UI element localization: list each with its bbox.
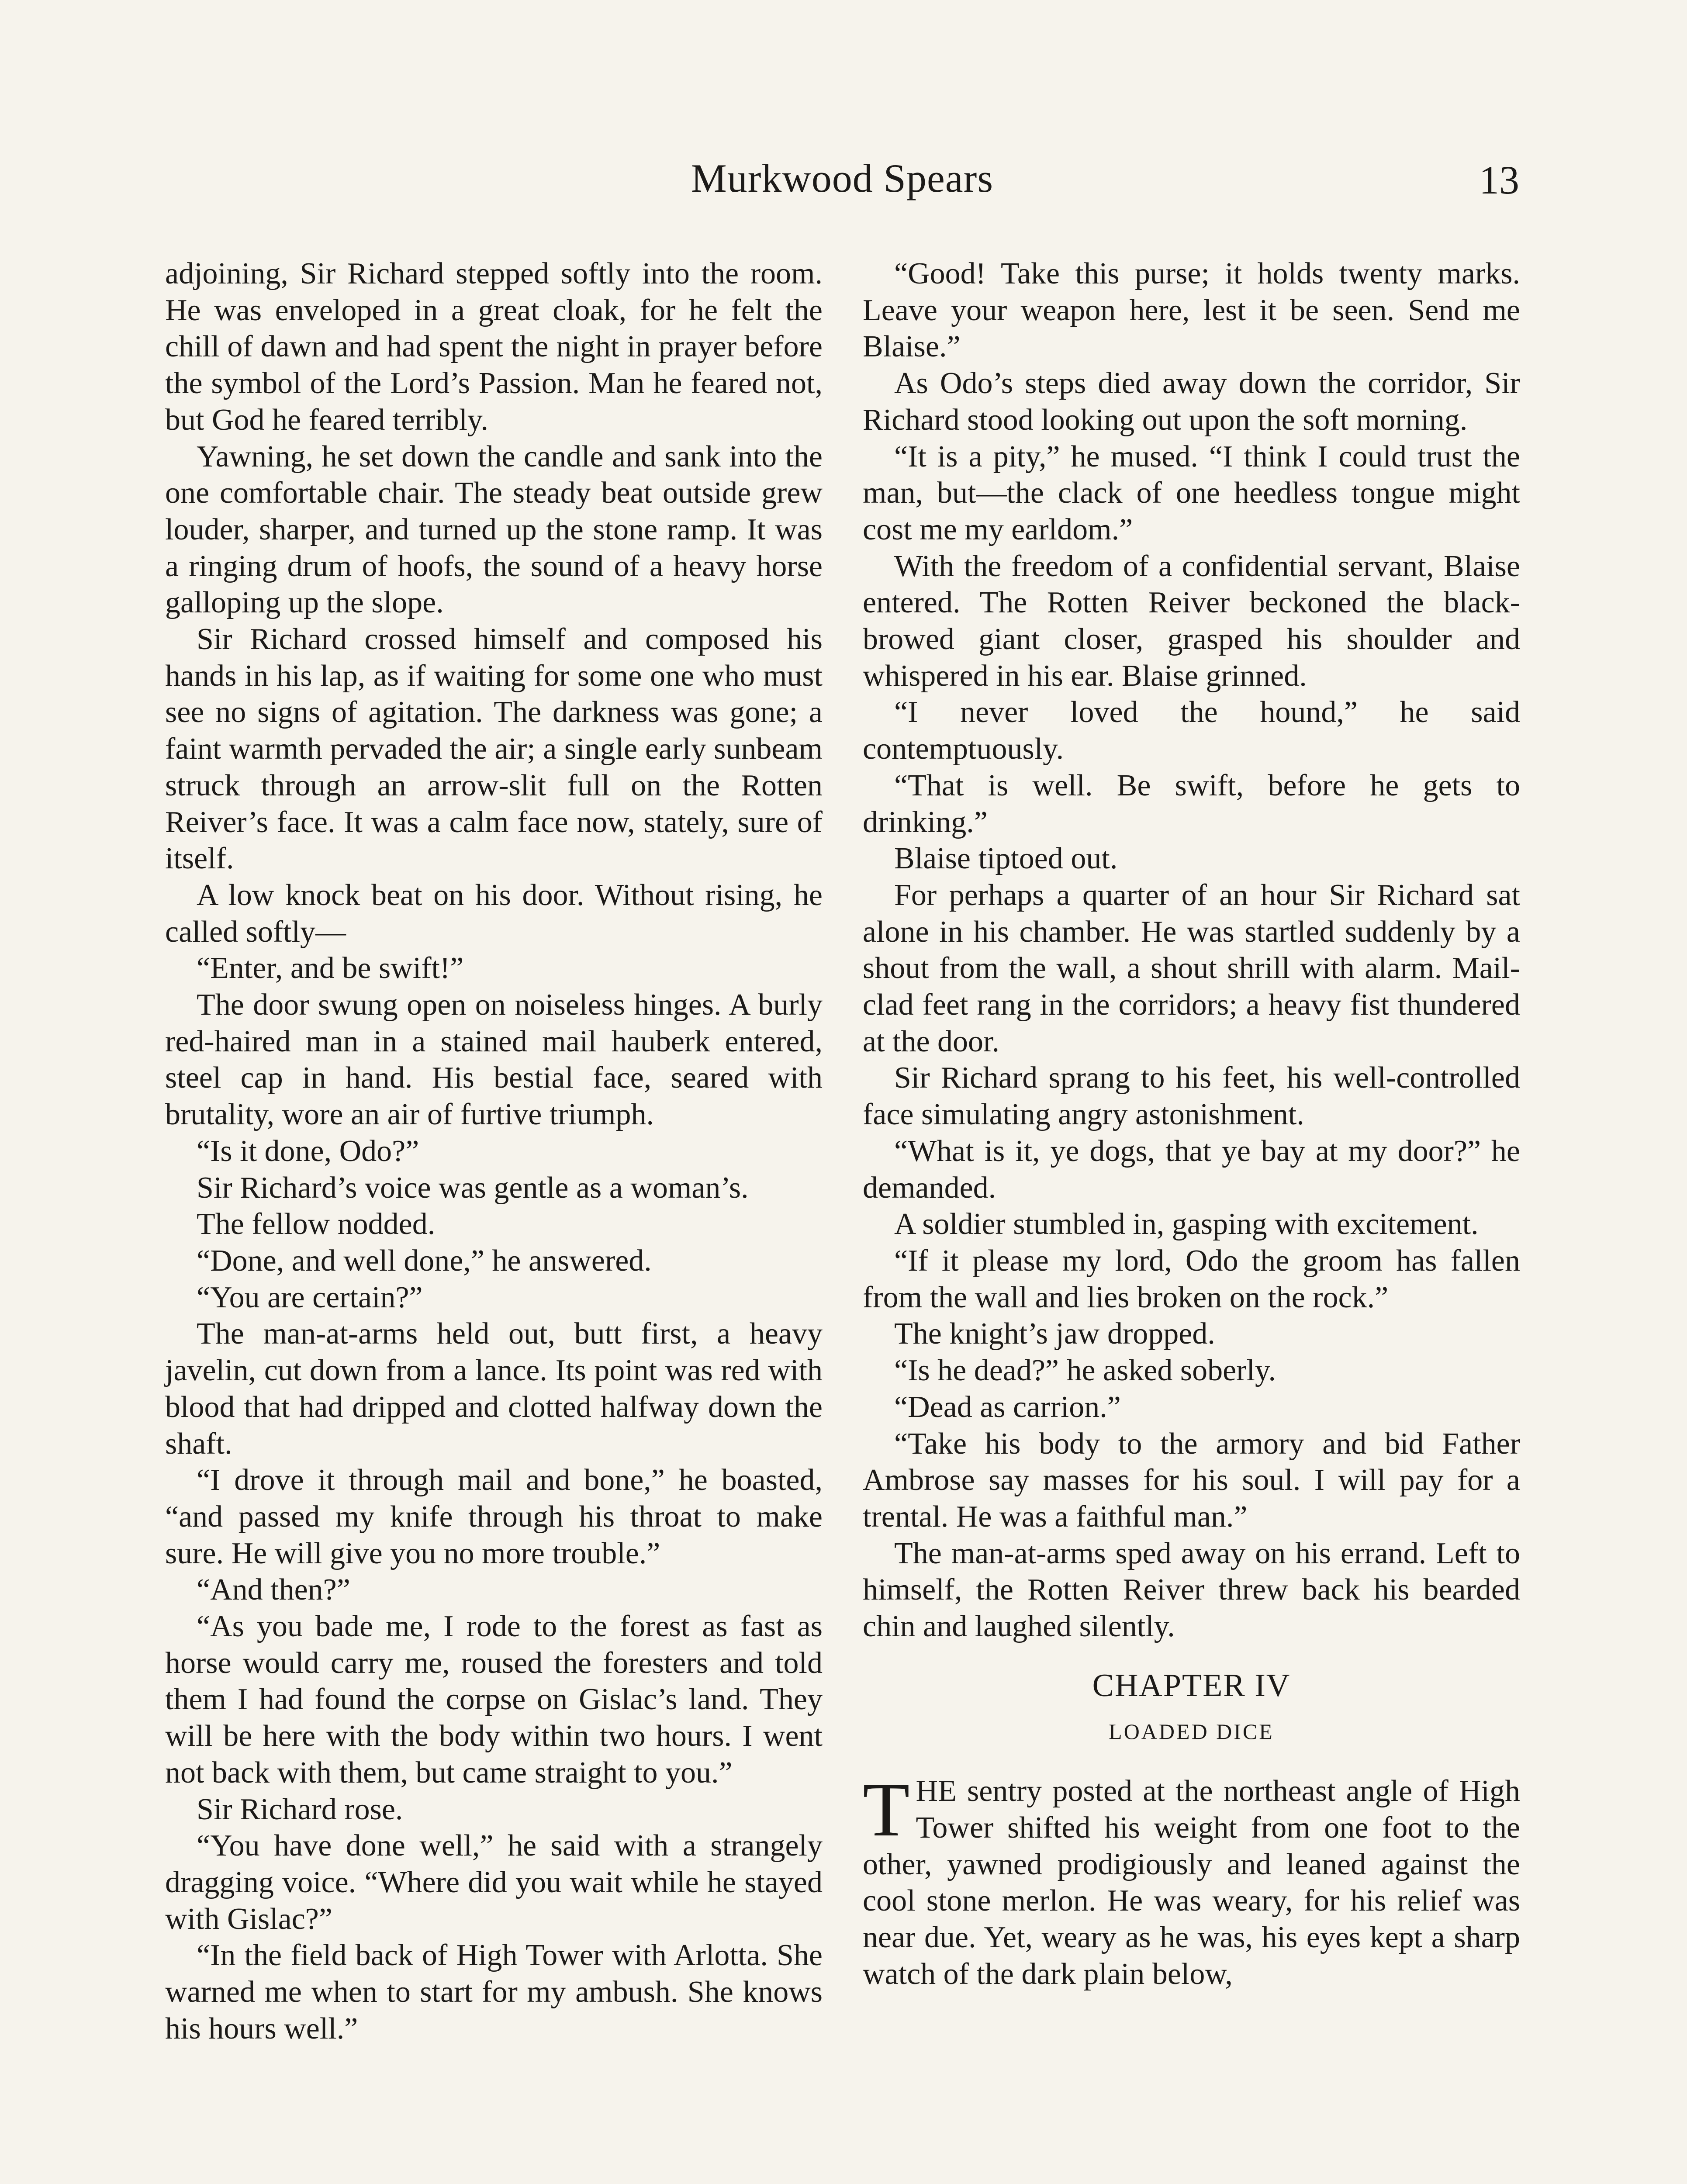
- right-column: [863, 256, 1520, 1992]
- chapter-subtitle: LOADED DICE: [1109, 1719, 1274, 1744]
- chapter-heading: CHAPTER IV: [1092, 1667, 1291, 1704]
- paragraph: With the freedom of a confidential servant, Blaise entered. The Rotten Reiver beckoned the black-browed giant closer, grasped his shoulder and whispered in his ear. Blaise grinned.: [863, 549, 1520, 693]
- paragraph: The fellow nodded.: [197, 1207, 436, 1241]
- paragraph: A low knock beat on his door. Without rising, he called softly—: [165, 878, 823, 949]
- paragraph: Sir Richard’s voice was gentle as a woman’s.: [197, 1171, 749, 1205]
- chapter-opening-paragraph: [863, 1767, 1520, 1992]
- paragraph: Sir Richard rose.: [197, 1792, 403, 1826]
- paragraph: “Done, and well done,” he answered.: [197, 1244, 652, 1278]
- paragraph: Yawning, he set down the candle and sank into the one comfortable chair. The steady beat outside grew louder, sharper, and turned up the stone ramp. It was a ringing drum of hoofs, the sound of a heavy horse galloping up the slope.: [165, 439, 823, 620]
- paragraph: “If it please my lord, Odo the groom has fallen from the wall and lies broken on the rock.”: [863, 1244, 1520, 1314]
- paragraph: Blaise tiptoed out.: [894, 842, 1118, 876]
- drop-cap: T: [863, 1767, 910, 1853]
- paragraph: adjoining, Sir Richard stepped softly into the room. He was enveloped in a great cloak, for he felt the chill of dawn and had spent the night in prayer before the symbol of the Lord’s Passion. Man he feared not, but God he feared terribly.: [165, 257, 823, 437]
- paragraph: The knight’s jaw dropped.: [894, 1317, 1215, 1351]
- paragraph: As Odo’s steps died away down the corridor, Sir Richard stood looking out upon the soft morning.: [863, 366, 1520, 437]
- paragraph: For perhaps a quarter of an hour Sir Richard sat alone in his chamber. He was startled suddenly by a shout from the wall, a shout shrill with alarm. Mail-clad feet rang in the corridors; a heavy fist thundered at the door.: [863, 878, 1520, 1058]
- paragraph: A soldier stumbled in, gasping with excitement.: [894, 1207, 1479, 1241]
- paragraph: “In the field back of High Tower with Arlotta. She warned me when to start for my ambush. She knows his hours well.”: [165, 1939, 823, 2046]
- paragraph: “Good! Take this purse; it holds twenty marks. Leave your weapon here, lest it be seen. Send me Blaise.”: [863, 257, 1520, 364]
- paragraph: “Enter, and be swift!”: [197, 951, 464, 985]
- right-column-paragraphs: [863, 256, 1520, 1645]
- paragraph: “You are certain?”: [197, 1280, 423, 1314]
- paragraph: The man-at-arms held out, butt first, a heavy javelin, cut down from a lance. Its point was red with blood that had dripped and clotted halfway down the shaft.: [165, 1317, 823, 1461]
- running-title: Murkwood Spears: [691, 156, 994, 200]
- paragraph: The door swung open on noiseless hinges. A burly red-haired man in a stained mail hauberk entered, steel cap in hand. His bestial face, seared with brutality, wore an air of furtive triumph.: [165, 988, 823, 1132]
- paragraph: “Is he dead?” he asked soberly.: [894, 1354, 1276, 1388]
- paragraph: “Dead as carrion.”: [894, 1390, 1121, 1424]
- paragraph: “You have done well,” he said with a strangely dragging voice. “Where did you wait while he stayed with Gislac?”: [165, 1829, 823, 1936]
- paragraph: “I never loved the hound,” he said contemptuously.: [863, 695, 1520, 766]
- page-number: 13: [1479, 158, 1519, 202]
- paragraph: “And then?”: [197, 1573, 350, 1607]
- paragraph: The man-at-arms sped away on his errand. Left to himself, the Rotten Reiver threw back his bearded chin and laughed silently.: [863, 1536, 1520, 1644]
- paragraph: “It is a pity,” he mused. “I think I could trust the man, but—the clack of one heedless tongue might cost me my earldom.”: [863, 439, 1520, 546]
- paragraph: “Take his body to the armory and bid Father Ambrose say masses for his soul. I will pay for a trental. He was a faithful man.”: [863, 1427, 1520, 1534]
- paragraph: “What is it, ye dogs, that ye bay at my door?” he demanded.: [863, 1134, 1520, 1205]
- paragraph: “I drove it through mail and bone,” he boasted, “and passed my knife through his throat to make sure. He will give you no more trouble.”: [165, 1463, 823, 1570]
- paragraph: Sir Richard crossed himself and composed his hands in his lap, as if waiting for some one who must see no signs of agitation. The darkness was gone; a faint warmth pervaded the air; a single early sunbeam struck through an arrow-slit full on the Rotten Reiver’s face. It was a calm face now, stately, sure of itself.: [165, 622, 823, 876]
- paragraph: “That is well. Be swift, before he gets to drinking.”: [863, 768, 1520, 839]
- running-head: [165, 155, 1519, 216]
- left-column: [165, 256, 823, 2047]
- chapter-opening-text: HE sentry posted at the northeast angle of High Tower shifted his weight from one foot to the other, yawned prodigiously and leaned against the cool stone merlon. He was weary, for his relief was near due. Yet, weary as he was, his eyes kept a sharp watch of the dark plain below,: [863, 1774, 1520, 1991]
- paragraph: “Is it done, Odo?”: [197, 1134, 419, 1168]
- paragraph: “As you bade me, I rode to the forest as fast as horse would carry me, roused the foresters and told them I had found the corpse on Gislac’s land. They will be here with the body within two hours. I went not back with them, but came straight to you.”: [165, 1610, 823, 1790]
- paragraph: Sir Richard sprang to his feet, his well-controlled face simulating angry astonishment.: [863, 1061, 1520, 1132]
